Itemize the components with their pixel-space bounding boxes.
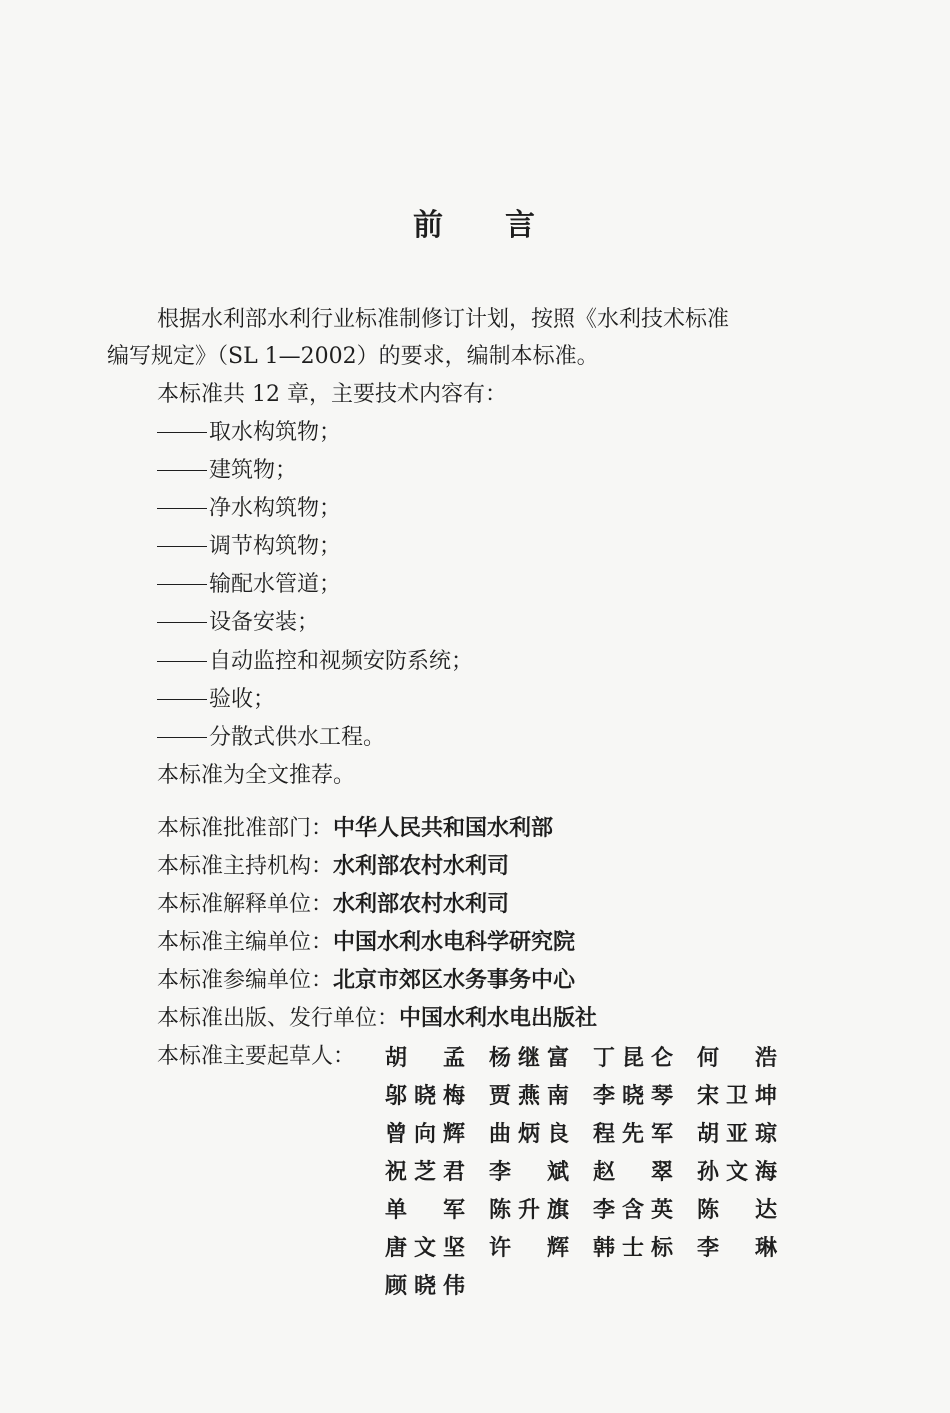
info-row <box>157 928 575 958</box>
intro-line-2: 编写规定》（SL 1—2002）的要求，编制本标准。 <box>107 344 599 369</box>
info-label: 本标准主持机构： <box>157 854 334 879</box>
drafter-name: 曲炳良 <box>489 1122 569 1147</box>
recommendation-text: 本标准为全文推荐。 <box>157 763 356 788</box>
em-dash <box>157 584 207 585</box>
info-value: 中华人民共和国水利部 <box>333 816 554 841</box>
info-row <box>157 852 509 882</box>
drafters-row <box>385 1268 801 1306</box>
drafter-name: 邬晓梅 <box>385 1084 465 1109</box>
title-char-1: 前 <box>413 208 445 243</box>
drafter-name: 丁昆仑 <box>593 1046 673 1071</box>
info-label: 本标准批准部门： <box>157 816 334 841</box>
drafters-row <box>385 1154 801 1192</box>
drafter-name: 许 辉 <box>489 1236 569 1261</box>
info-value: 水利部农村水利司 <box>333 892 510 917</box>
drafter-name: 胡 孟 <box>385 1046 465 1071</box>
content-item-text: 验收； <box>209 687 276 712</box>
drafter-name: 宋卫坤 <box>697 1084 777 1109</box>
content-item-text: 设备安装； <box>209 610 320 635</box>
drafters-row <box>385 1230 801 1268</box>
drafter-name: 李 斌 <box>489 1160 569 1185</box>
drafters-row <box>385 1040 801 1078</box>
em-dash <box>157 470 207 471</box>
drafter-name: 杨继富 <box>489 1046 569 1071</box>
drafter-name: 孙文海 <box>697 1160 777 1185</box>
em-dash <box>157 699 207 700</box>
drafter-name: 李 琳 <box>697 1236 777 1261</box>
drafter-name: 单 军 <box>385 1198 465 1223</box>
info-label: 本标准参编单位： <box>157 968 334 993</box>
info-row <box>157 890 509 920</box>
drafters-row <box>385 1192 801 1230</box>
content-item <box>157 456 297 486</box>
info-row <box>157 1004 597 1034</box>
content-item-text: 输配水管道； <box>209 572 342 597</box>
intro-line-1: 根据水利部水利行业标准制修订计划，按照《水利技术标准 <box>157 307 730 332</box>
info-row <box>157 814 553 844</box>
drafter-name: 胡亚琼 <box>697 1122 777 1147</box>
drafter-name: 李含英 <box>593 1198 673 1223</box>
content-item <box>157 685 275 715</box>
em-dash <box>157 432 207 433</box>
info-row <box>157 966 575 996</box>
content-item-text: 建筑物； <box>209 458 298 483</box>
em-dash <box>157 622 207 623</box>
info-value: 中国水利水电科学研究院 <box>333 930 576 955</box>
drafter-name: 陈 达 <box>697 1198 777 1223</box>
content-item <box>157 418 341 448</box>
content-item <box>157 723 385 753</box>
info-label: 本标准主编单位： <box>157 930 334 955</box>
content-item-text: 自动监控和视频安防系统； <box>209 649 474 674</box>
info-label: 本标准出版、发行单位： <box>157 1006 400 1031</box>
content-item <box>157 494 341 524</box>
content-item-text: 分散式供水工程。 <box>209 725 386 750</box>
content-item-text: 净水构筑物； <box>209 496 342 521</box>
drafter-name: 顾晓伟 <box>385 1274 465 1299</box>
page-title <box>0 200 950 244</box>
em-dash <box>157 546 207 547</box>
drafter-name: 李晓琴 <box>593 1084 673 1109</box>
drafter-name: 韩士标 <box>593 1236 673 1261</box>
drafter-name: 唐文坚 <box>385 1236 465 1261</box>
em-dash <box>157 508 207 509</box>
drafters-row <box>385 1078 801 1116</box>
em-dash <box>157 737 207 738</box>
drafter-name: 赵 翠 <box>593 1160 673 1185</box>
drafters-row <box>385 1116 801 1154</box>
em-dash <box>157 661 207 662</box>
intro-line-3: 本标准共 12 章，主要技术内容有： <box>157 382 507 407</box>
drafter-name: 贾燕南 <box>489 1084 569 1109</box>
drafter-name: 祝芝君 <box>385 1160 465 1185</box>
content-item <box>157 570 341 600</box>
info-value: 北京市郊区水务事务中心 <box>333 968 576 993</box>
drafter-name: 陈升旗 <box>489 1198 569 1223</box>
drafter-name: 程先军 <box>593 1122 673 1147</box>
drafter-name: 何 浩 <box>697 1046 777 1071</box>
content-item-text: 调节构筑物； <box>209 534 342 559</box>
info-value: 水利部农村水利司 <box>333 854 510 879</box>
drafters-list <box>385 1040 801 1306</box>
info-label: 本标准解释单位： <box>157 892 334 917</box>
info-value: 中国水利水电出版社 <box>399 1006 598 1031</box>
content-item-text: 取水构筑物； <box>209 420 342 445</box>
drafter-name: 曾向辉 <box>385 1122 465 1147</box>
title-char-2: 言 <box>505 208 537 243</box>
content-item <box>157 608 319 638</box>
content-item <box>157 532 341 562</box>
drafters-label: 本标准主要起草人： <box>157 1044 356 1069</box>
content-item <box>157 647 473 677</box>
